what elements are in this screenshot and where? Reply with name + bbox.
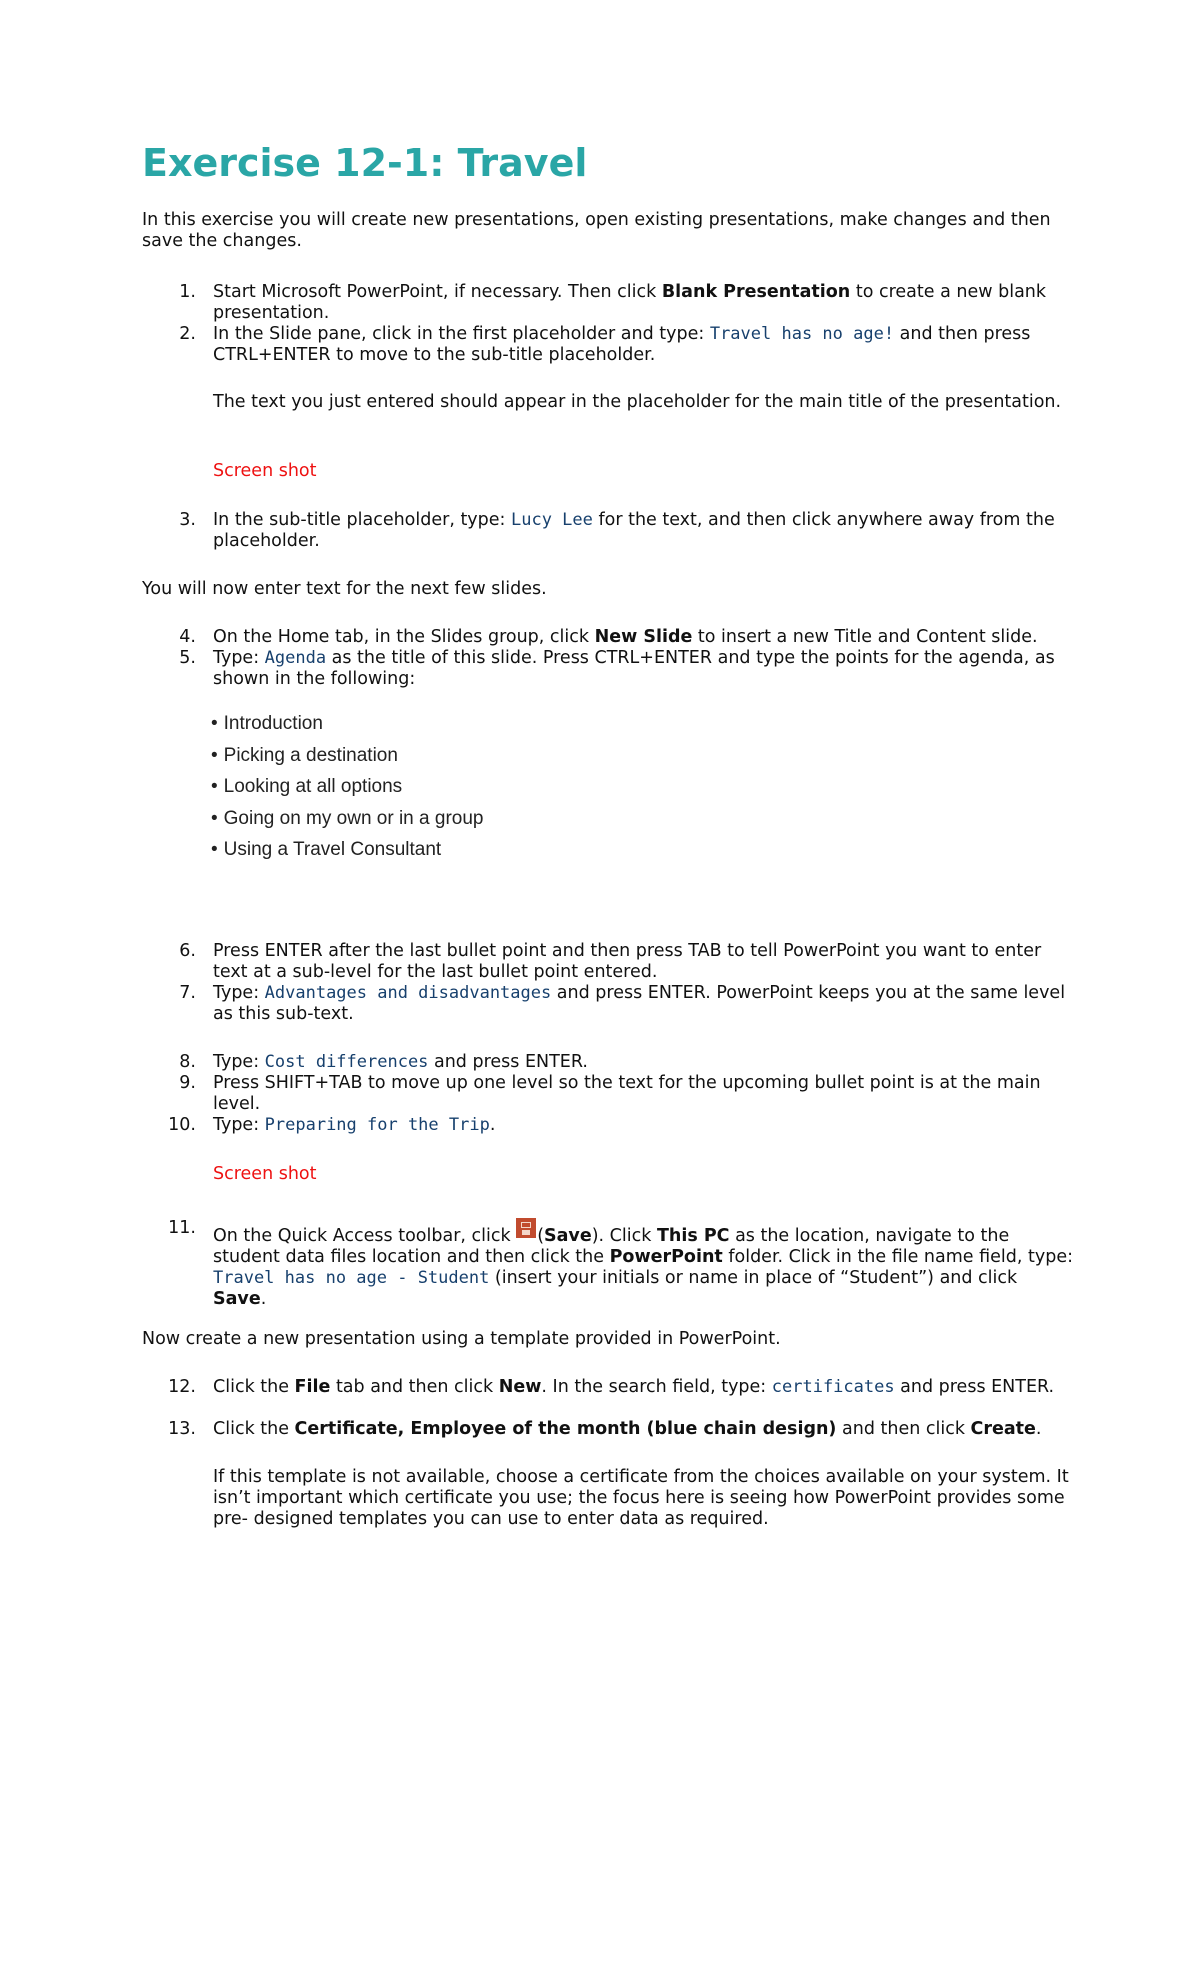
step-number: 13. [168, 1419, 196, 1439]
step-number: 8. [179, 1052, 196, 1072]
list-item: • Picking a destination [211, 740, 483, 772]
step-text: Type: Advantages and disadvantages and press ENTER. PowerPoint keeps you at the same level as this sub-text. [213, 983, 1066, 1024]
step-text: In the sub-title placeholder, type: Lucy Lee for the text, and then click anywhere away from the placeholder. [213, 510, 1055, 551]
screenshot-placeholder: Screen shot [213, 461, 317, 481]
step-number: 12. [168, 1377, 196, 1397]
step-number: 2. [179, 324, 196, 344]
step-2-note: The text you just entered should appear in the placeholder for the main title of the presentation. [213, 392, 1062, 412]
step-number: 11. [168, 1218, 196, 1238]
screenshot-placeholder: Screen shot [213, 1164, 317, 1184]
step-number: 1. [179, 282, 196, 302]
step-number: 5. [179, 648, 196, 668]
step-number: 3. [179, 510, 196, 530]
step-text: Type: Agenda as the title of this slide. Press CTRL+ENTER and type the points for the agenda, as shown in the following: [213, 648, 1055, 689]
step-number: 10. [168, 1115, 196, 1135]
step-text: On the Quick Access toolbar, click (Save). Click This PC as the location, navigate to the student data files location and then click the PowerPoint folder. Click in the file name field, type: Travel has no age - Student (insert your initials or name in place of “Student”) and click Save. [213, 1218, 1073, 1310]
intro-paragraph: In this exercise you will create new presentations, open existing presentations, make changes and then save the changes. [142, 210, 1051, 251]
step-text: In the Slide pane, click in the first placeholder and type: Travel has no age! and then press CTRL+ENTER to move to the sub-title placeholder. [213, 324, 1031, 365]
page-title: Exercise 12-1: Travel [142, 141, 588, 185]
list-item: • Using a Travel Consultant [211, 834, 483, 866]
save-icon [516, 1218, 536, 1238]
section-intro: You will now enter text for the next few slides. [142, 579, 547, 599]
step-text: Press ENTER after the last bullet point and then press TAB to tell PowerPoint you want to enter text at a sub-level for the last bullet point entered. [213, 941, 1042, 982]
agenda-list [211, 708, 483, 866]
list-item: • Introduction [211, 708, 483, 740]
step-13-note: If this template is not available, choose a certificate from the choices available on your system. It isn’t important which certificate you use; the focus here is seeing how PowerPoint provides some pre- designed templates you can use to enter data as required. [213, 1467, 1069, 1529]
step-number: 6. [179, 941, 196, 961]
step-number: 4. [179, 627, 196, 647]
step-text: Click the Certificate, Employee of the month (blue chain design) and then click Create. [213, 1419, 1042, 1439]
step-text: Click the File tab and then click New. In the search field, type: certificates and press ENTER. [213, 1377, 1055, 1397]
step-number: 9. [179, 1073, 196, 1093]
step-number: 7. [179, 983, 196, 1003]
list-item: • Going on my own or in a group [211, 803, 483, 835]
section-intro: Now create a new presentation using a template provided in PowerPoint. [142, 1329, 781, 1349]
step-text: Press SHIFT+TAB to move up one level so the text for the upcoming bullet point is at the main level. [213, 1073, 1041, 1114]
step-text: On the Home tab, in the Slides group, click New Slide to insert a new Title and Content slide. [213, 627, 1038, 647]
step-text: Type: Cost differences and press ENTER. [213, 1052, 588, 1072]
list-item: • Looking at all options [211, 771, 483, 803]
step-text: Type: Preparing for the Trip. [213, 1115, 496, 1135]
step-text: Start Microsoft PowerPoint, if necessary. Then click Blank Presentation to create a new blank presentation. [213, 282, 1047, 323]
